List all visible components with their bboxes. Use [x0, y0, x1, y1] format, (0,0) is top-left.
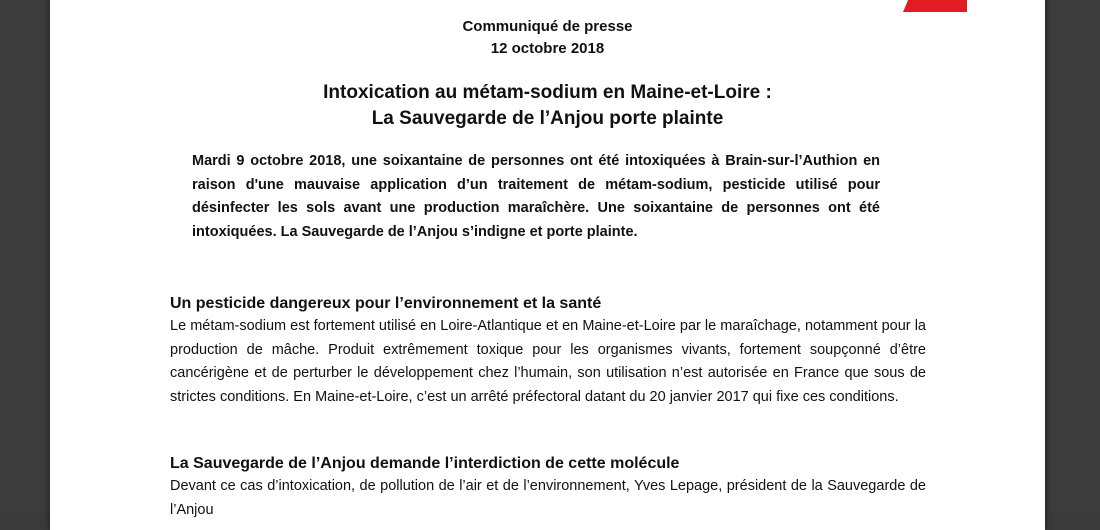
section-body-health: Le métam-sodium est fortement utilisé en Loire-Atlantique et en Maine-et-Loire par le maraîchage, notamment pour la production de mâche. Produit extrêmement toxique pour les organismes vivants, fortement soupçonné d’être cancérigène et de perturber le développement chez l’humain, son utilisation n’est autorisée en France que sous de strictes conditions. En Maine-et-Loire, c’est un arrêté préfectoral datant du 20 janvier 2017 qui fixe ces conditions. — [170, 318, 926, 405]
title-line-2: La Sauvegarde de l’Anjou porte plainte — [371, 108, 724, 129]
document-type: Communiqué de presse — [462, 18, 633, 35]
title-line-1: Intoxication au métam-sodium en Maine-et-Loire : — [323, 82, 772, 103]
document-date: 12 octobre 2018 — [490, 40, 605, 57]
document-page — [50, 0, 1045, 530]
section-body-ban: Devant ce cas d’intoxication, de pollution de l’air et de l’environnement, Yves Lepage, président de la Sauvegarde de l’Anjou — [170, 478, 926, 518]
logo-mark — [903, 0, 967, 12]
lead-paragraph: Mardi 9 octobre 2018, une soixantaine de personnes ont été intoxiquées à Brain-sur-l’Authion en raison d'une mauvaise application d’un traitement de métam-sodium, pesticide utilisé pour désinfecter les sols avant une production maraîchère. Une soixantaine de personnes ont été intoxiquées. La Sauvegarde de l’Anjou s’indigne et porte plainte. — [192, 153, 880, 240]
section-heading-ban: La Sauvegarde de l’Anjou demande l’interdiction de cette molécule — [170, 455, 680, 472]
section-heading-health: Un pesticide dangereux pour l’environnement et la santé — [170, 295, 602, 312]
